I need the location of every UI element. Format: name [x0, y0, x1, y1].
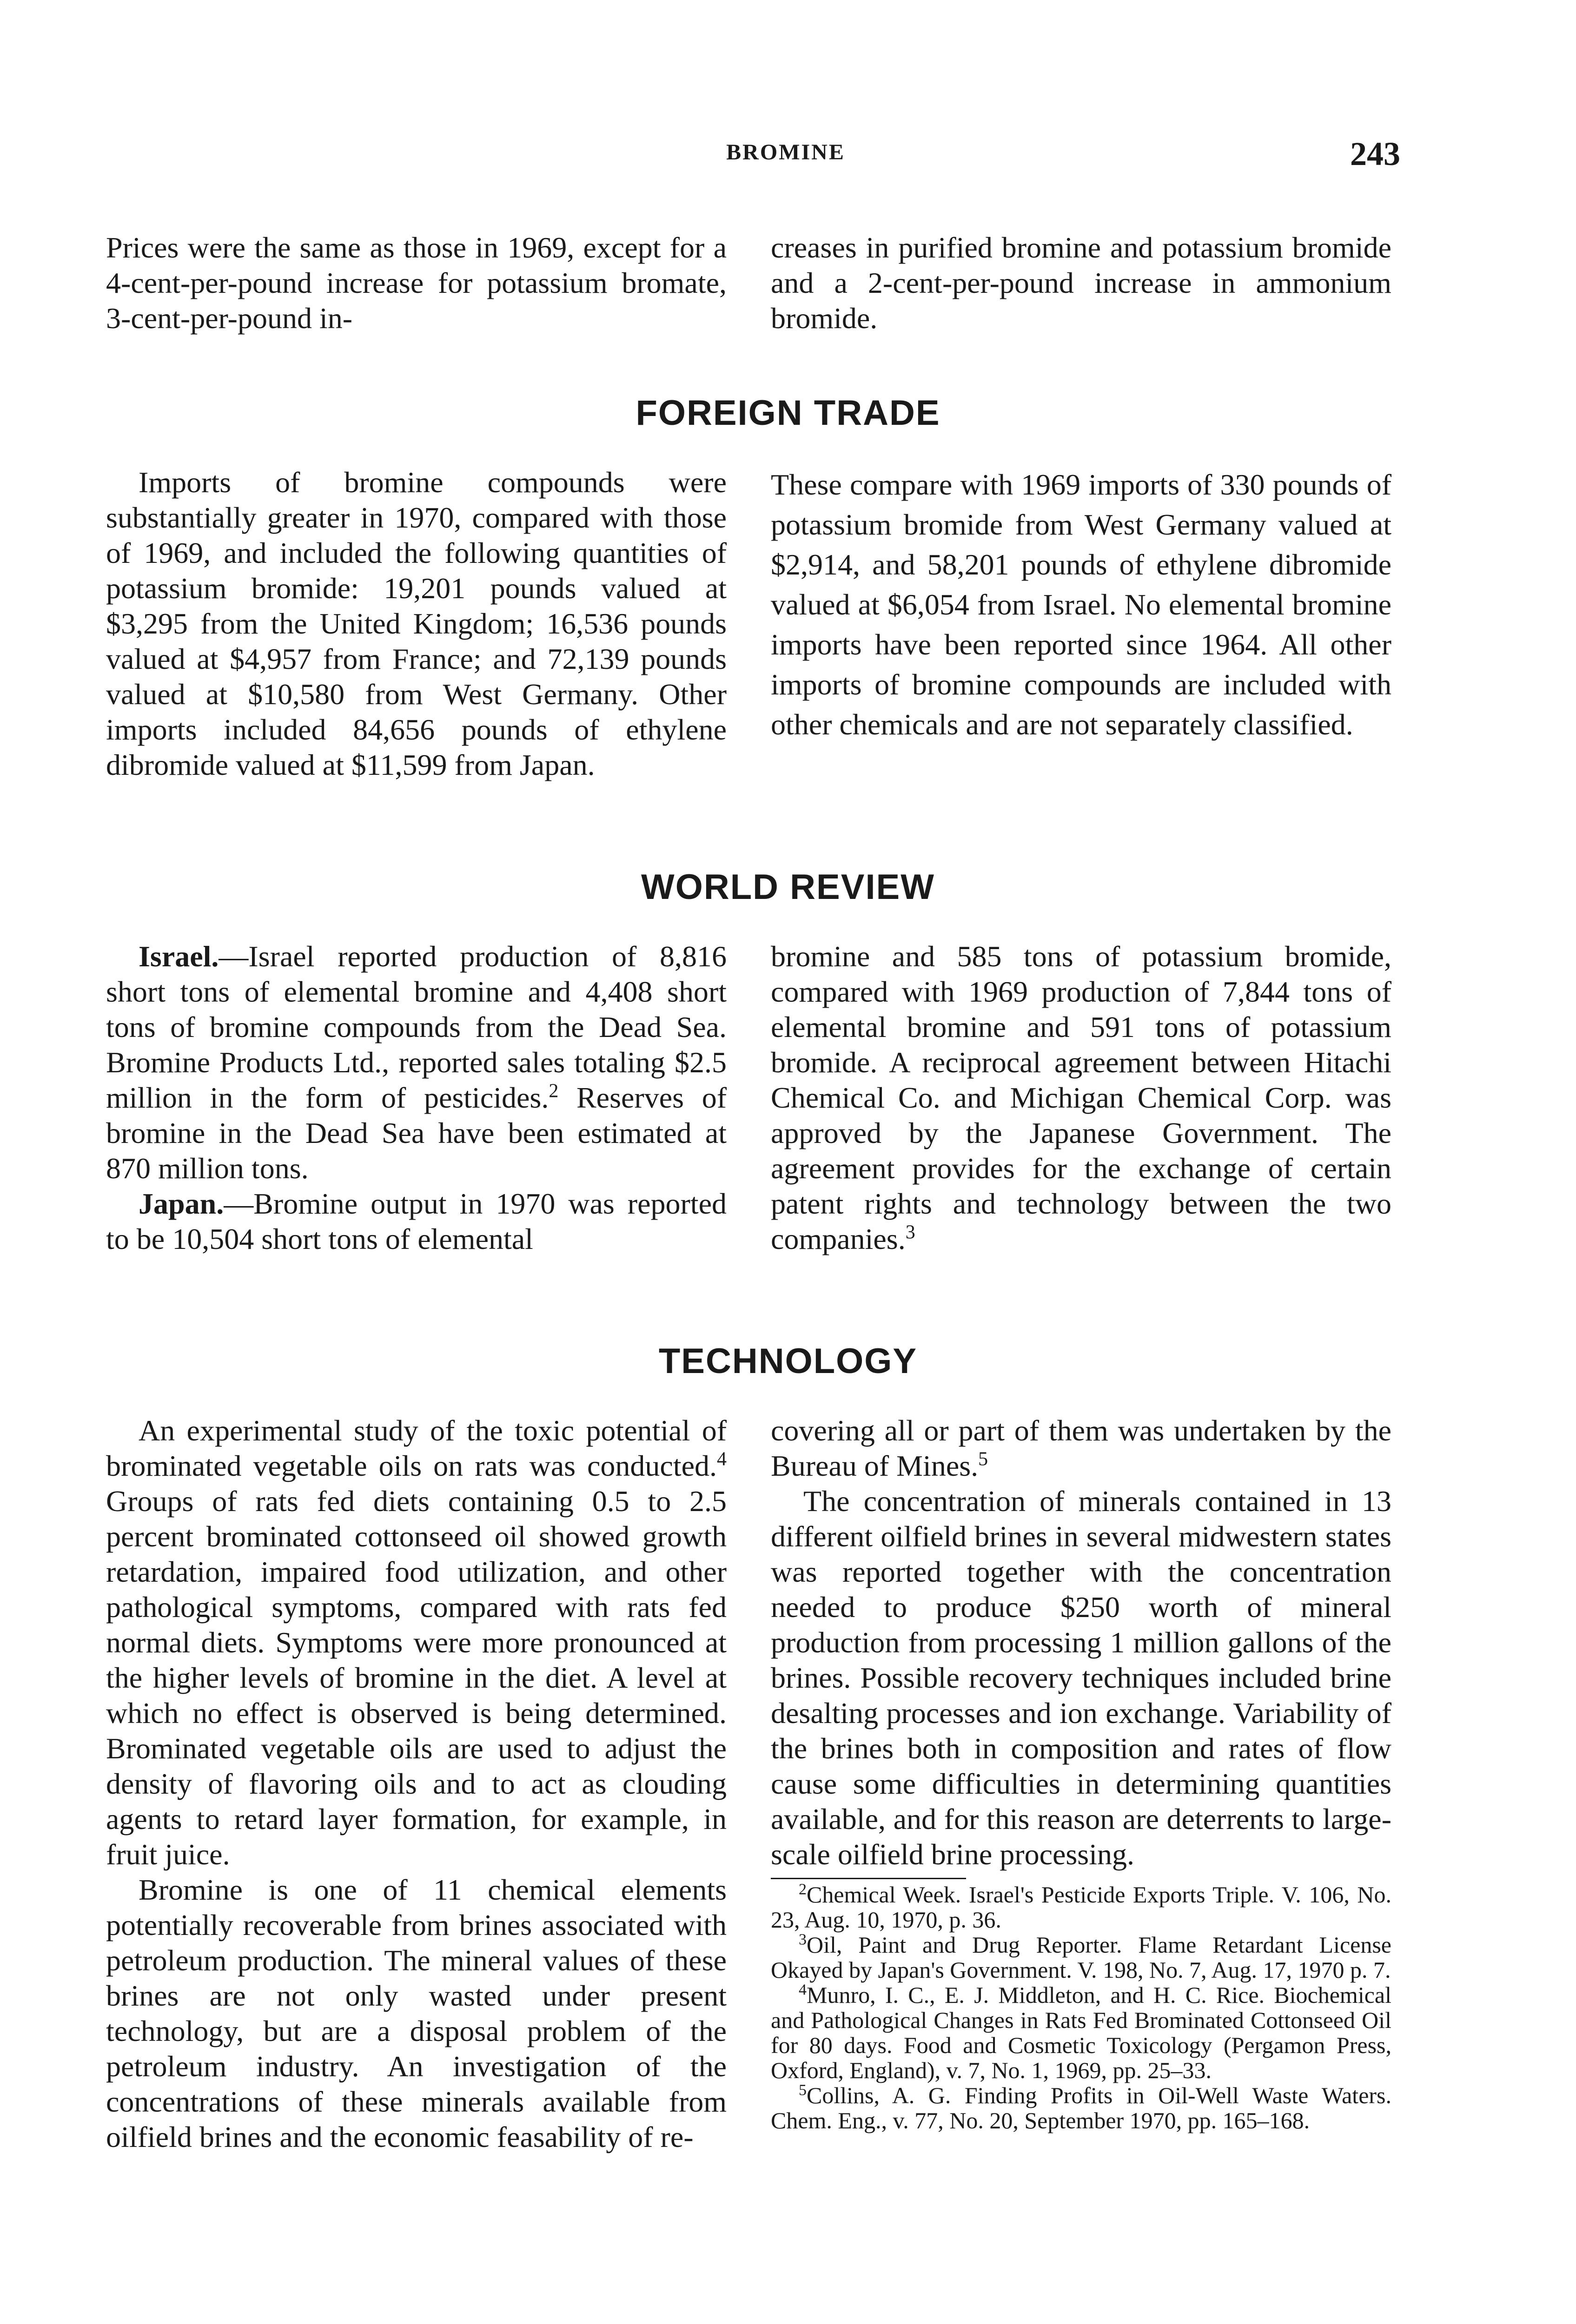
israel-label: Israel. — [139, 940, 219, 973]
technology-right-text-1: covering all or part of them was undertaken by the Bureau of Mines. — [771, 1414, 1391, 1482]
footnote — [771, 2083, 1391, 2133]
foreign-trade-right-column — [771, 465, 1391, 745]
footnote-ref-3: 3 — [905, 1221, 915, 1243]
footnote — [771, 1982, 1391, 2083]
footnote-divider — [771, 1878, 966, 1879]
prices-text-right: creases in purified bromine and potassium bromide and a 2-cent-per-pound increase in ammonium bromide. — [771, 231, 1391, 335]
footnote-ref-4: 4 — [717, 1448, 727, 1470]
technology-right-column — [771, 1413, 1391, 2133]
technology-left-column — [106, 1413, 727, 2155]
japan-continued-paragraph — [771, 939, 1391, 1257]
foreign-trade-left-column — [106, 465, 727, 783]
technology-paragraph-2: Bromine is one of 11 chemical elements potentially recoverable from brines associated with petroleum production. The mineral values of these brines are not only wasted under present technology, but are a disposal problem of the petroleum industry. An investigation of the concentrations of these minerals available from oilfield brines and the economic feasability of re- — [106, 1873, 727, 2153]
world-review-left-column — [106, 939, 727, 1257]
technology-right-paragraph-2: The concentration of minerals contained in 13 different oilfield brines in several midwestern states was reported together with the concentration needed to produce $250 worth of mineral production from processing 1 million gallons of the brines. Possible recovery techniques included brine desalting processes and ion exchange. Variability of the brines both in composition and rates of flow cause some difficulties in determining quantities available, and for this reason are deterrents to large-scale oilfield brine processing. — [771, 1485, 1391, 1871]
japan-text: —Bromine output in 1970 was reported to be 10,504 short tons of elemental — [106, 1187, 727, 1255]
japan-label: Japan. — [139, 1187, 224, 1220]
prices-left-column — [106, 230, 727, 336]
foreign-trade-heading: FOREIGN TRADE — [636, 393, 940, 433]
israel-text-b: Reserves of bromine in the Dead Sea have been estimated at 870 million tons. — [106, 1081, 727, 1185]
israel-text-a: —Israel reported production of 8,816 short tons of elemental bromine and 4,408 short tons of bromine compounds from the Dead Sea. Bromine Products Ltd., reported sales totaling $2.5 million in the form of pesticides. — [106, 940, 727, 1114]
world-review-right-column — [771, 939, 1391, 1257]
footnote-mark: 4 — [799, 1981, 807, 1999]
footnote-text: Munro, I. C., E. J. Middleton, and H. C. Rice. Biochemical and Pathological Changes in Rats Fed Brominated Cottonseed Oil for 80 days. Food and Cosmetic Toxicology (Pergamon Press, Oxford, England), v. 7, No. 1, 1969, pp. 25–33. — [771, 1982, 1391, 2083]
prices-right-column — [771, 230, 1391, 336]
footnote-text: Chemical Week. Israel's Pesticide Exports Triple. V. 106, No. 23, Aug. 10, 1970, p. 36. — [771, 1882, 1391, 1933]
footnotes — [771, 1882, 1391, 2133]
israel-paragraph — [106, 939, 727, 1186]
japan-continued-text: bromine and 585 tons of potassium bromide, compared with 1969 production of 7,844 tons of elemental bromine and 591 tons of potassium bromide. A reciprocal agreement between Hitachi Chemical Co. and Michigan Chemical Corp. was approved by the Japanese Government. The agreement provides for the exchange of certain patent rights and technology between the two companies. — [771, 940, 1391, 1255]
footnote-mark: 3 — [799, 1931, 807, 1948]
technology-text-1a: An experimental study of the toxic potential of brominated vegetable oils on rats was conducted. — [106, 1414, 727, 1482]
japan-paragraph — [106, 1186, 727, 1257]
footnote-ref-2: 2 — [549, 1080, 559, 1102]
foreign-trade-text-right: These compare with 1969 imports of 330 pounds of potassium bromide from West Germany valued at $2,914, and 58,201 pounds of ethylene dibromide valued at $6,054 from Israel. No elemental bromine imports have been reported since 1964. All other imports of bromine compounds are included with other chemicals and are not separately classified. — [771, 468, 1391, 741]
footnote-text: Collins, A. G. Finding Profits in Oil-Well Waste Waters. Chem. Eng., v. 77, No. 20, September 1970, pp. 165–168. — [771, 2082, 1391, 2133]
technology-paragraph-1 — [106, 1413, 727, 1872]
footnote-ref-5: 5 — [978, 1448, 988, 1470]
footnote-text: Oil, Paint and Drug Reporter. Flame Retardant License Okayed by Japan's Government. V. 198, No. 7, Aug. 17, 1970 p. 7. — [771, 1932, 1391, 1983]
footnote-mark: 2 — [799, 1881, 807, 1898]
prices-text-left: Prices were the same as those in 1969, except for a 4-cent-per-pound increase for potassium bromate, 3-cent-per-pound in- — [106, 231, 727, 335]
technology-text-1b: Groups of rats fed diets containing 0.5 to 2.5 percent brominated cottonseed oil showed growth retardation, impaired food utilization, and other pathological symptoms, compared with rats fed normal diets. Symptoms were more pronounced at the higher levels of bromine in the diet. A level at which no effect is observed is being determined. Brominated vegetable oils are used to adjust the density of flavoring oils and to act as clouding agents to retard layer formation, for example, in fruit juice. — [106, 1485, 727, 1871]
world-review-heading: WORLD REVIEW — [641, 867, 935, 907]
footnote-mark: 5 — [799, 2081, 807, 2099]
technology-right-paragraph-1 — [771, 1413, 1391, 1484]
page-header — [0, 135, 1576, 177]
page-number: 243 — [1350, 135, 1400, 172]
footnote — [771, 1882, 1391, 1932]
foreign-trade-text-left: Imports of bromine compounds were substantially greater in 1970, compared with those of 1969, and included the following quantities of potassium bromide: 19,201 pounds valued at $3,295 from the United Kingdom; 16,536 pounds valued at $4,957 from France; and 72,139 pounds valued at $10,580 from West Germany. Other imports included 84,656 pounds of ethylene dibromide valued at $11,599 from Japan. — [106, 466, 727, 781]
footnote — [771, 1932, 1391, 1982]
running-head: BROMINE — [726, 140, 845, 165]
technology-heading: TECHNOLOGY — [658, 1341, 918, 1381]
